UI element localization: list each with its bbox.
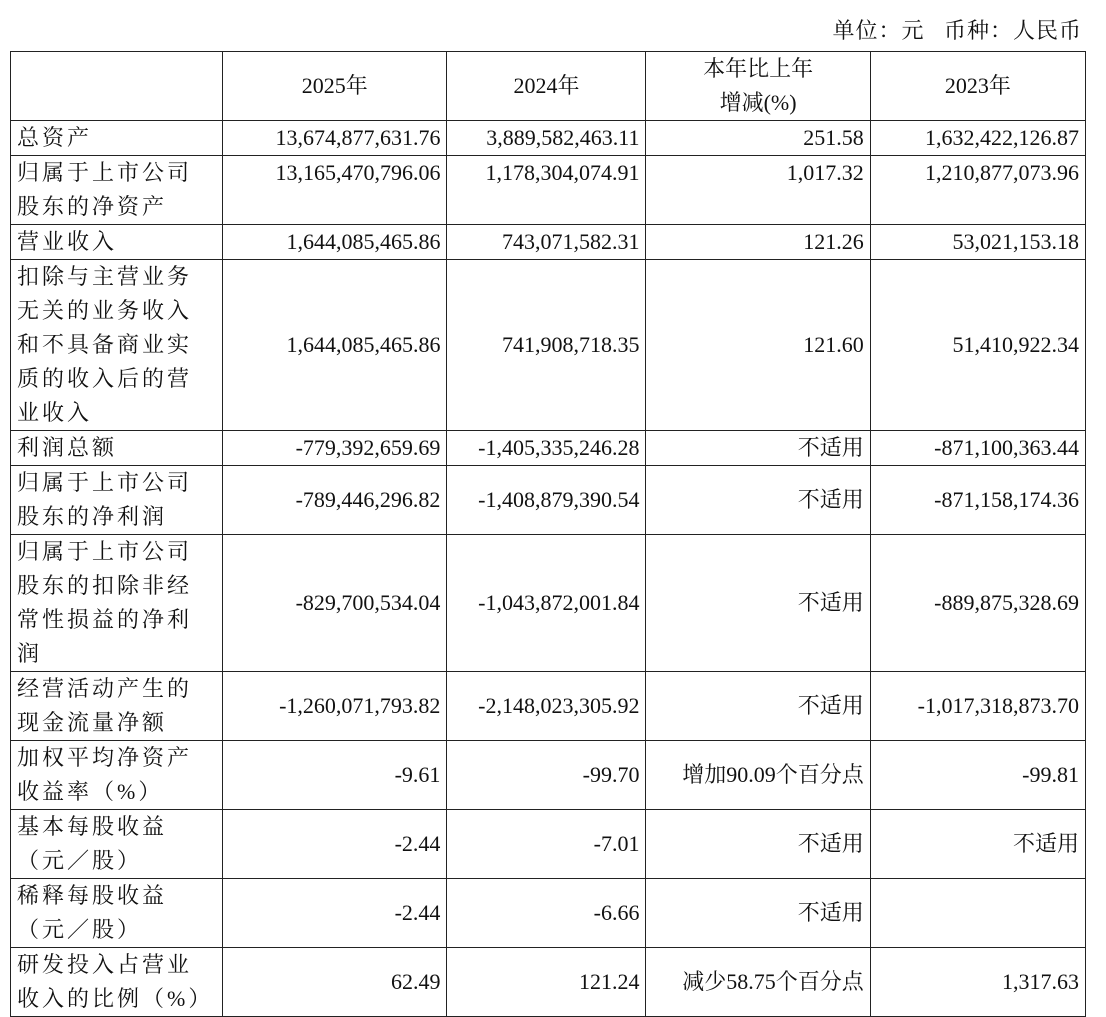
value-2023: 不适用 [870,810,1085,879]
header-row [11,52,1086,121]
unit-currency-note: 单位：元 币种：人民币 [832,18,1082,43]
value-2025: 13,165,470,796.06 [223,156,447,225]
header-blank [11,52,223,121]
value-change: 251.58 [646,121,870,156]
value-2024: 741,908,718.35 [447,260,646,431]
row-label: 扣除与主营业务无关的业务收入和不具备商业实质的收入后的营业收入 [11,260,223,431]
value-2025: 13,674,877,631.76 [223,121,447,156]
row-label: 研发投入占营业收入的比例（%） [11,948,223,1017]
table-row [11,879,1086,948]
value-2023 [870,879,1085,948]
value-2025: -829,700,534.04 [223,535,447,672]
value-2023: -99.81 [870,741,1085,810]
table-row [11,431,1086,466]
value-change: 不适用 [646,810,870,879]
value-change: 减少58.75个百分点 [646,948,870,1017]
value-2024: -1,405,335,246.28 [447,431,646,466]
value-2023: -871,100,363.44 [870,431,1085,466]
value-change: 增加90.09个百分点 [646,741,870,810]
table-row [11,466,1086,535]
value-change: 不适用 [646,431,870,466]
value-2024: 1,178,304,074.91 [447,156,646,225]
value-2024: 743,071,582.31 [447,225,646,260]
table-row [11,535,1086,672]
value-change: 不适用 [646,879,870,948]
table-row [11,225,1086,260]
row-label: 利润总额 [11,431,223,466]
row-label: 稀释每股收益（元／股） [11,879,223,948]
row-label: 归属于上市公司股东的净资产 [11,156,223,225]
header-2023: 2023年 [870,52,1085,121]
row-label: 总资产 [11,121,223,156]
value-2023: 1,317.63 [870,948,1085,1017]
value-change: 1,017.32 [646,156,870,225]
table-row [11,948,1086,1017]
value-2025: -9.61 [223,741,447,810]
value-2025: 1,644,085,465.86 [223,260,447,431]
value-change: 121.60 [646,260,870,431]
value-2023: -1,017,318,873.70 [870,672,1085,741]
row-label: 经营活动产生的现金流量净额 [11,672,223,741]
table-row [11,121,1086,156]
table-row [11,741,1086,810]
value-2025: -1,260,071,793.82 [223,672,447,741]
value-2023: 1,632,422,126.87 [870,121,1085,156]
value-2024: -7.01 [447,810,646,879]
table-row [11,810,1086,879]
value-change: 不适用 [646,535,870,672]
value-2024: -99.70 [447,741,646,810]
value-2023: 53,021,153.18 [870,225,1085,260]
value-2023: -871,158,174.36 [870,466,1085,535]
value-2023: 1,210,877,073.96 [870,156,1085,225]
value-2023: -889,875,328.69 [870,535,1085,672]
value-2024: -2,148,023,305.92 [447,672,646,741]
value-2025: -2.44 [223,810,447,879]
value-2025: 62.49 [223,948,447,1017]
row-label: 基本每股收益（元／股） [11,810,223,879]
header-2024: 2024年 [447,52,646,121]
row-label: 归属于上市公司股东的净利润 [11,466,223,535]
value-2025: 1,644,085,465.86 [223,225,447,260]
value-2024: -1,408,879,390.54 [447,466,646,535]
header-change: 本年比上年 增减(%) [646,52,870,121]
row-label: 归属于上市公司股东的扣除非经常性损益的净利润 [11,535,223,672]
row-label: 加权平均净资产收益率（%） [11,741,223,810]
table-row [11,156,1086,225]
value-2024: 121.24 [447,948,646,1017]
value-2024: 3,889,582,463.11 [447,121,646,156]
value-change: 121.26 [646,225,870,260]
value-change: 不适用 [646,672,870,741]
table-row [11,672,1086,741]
value-2024: -6.66 [447,879,646,948]
value-change: 不适用 [646,466,870,535]
value-2023: 51,410,922.34 [870,260,1085,431]
value-2025: -789,446,296.82 [223,466,447,535]
table-row [11,260,1086,431]
header-2025: 2025年 [223,52,447,121]
row-label: 营业收入 [11,225,223,260]
value-2025: -779,392,659.69 [223,431,447,466]
financial-indicators-table [10,51,1086,1017]
value-2024: -1,043,872,001.84 [447,535,646,672]
value-2025: -2.44 [223,879,447,948]
